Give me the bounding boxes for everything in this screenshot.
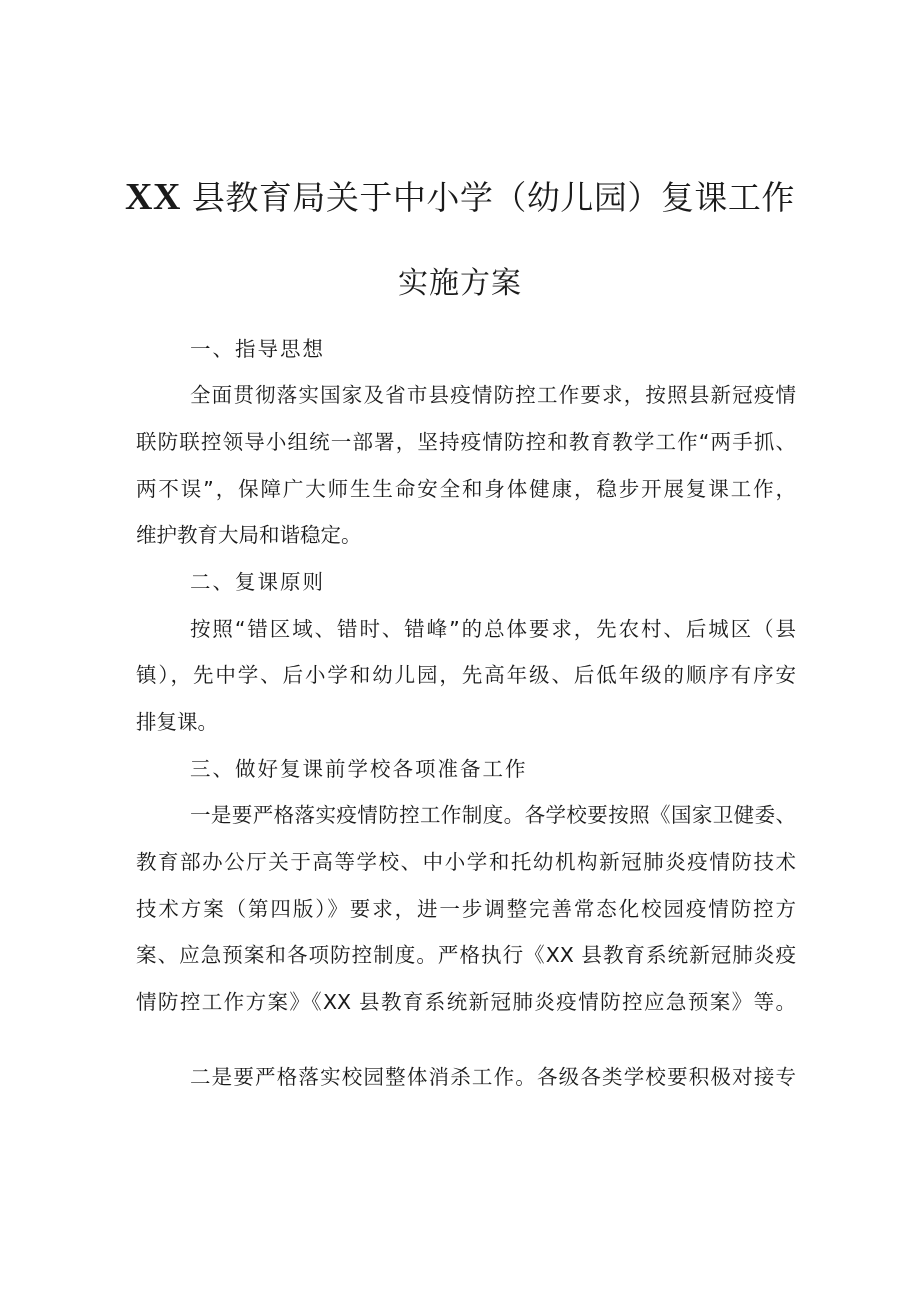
paragraph-line: 两不误”，保障广大师生生命安全和身体健康，稳步开展复课工作， bbox=[136, 477, 796, 501]
paragraph-line: 镇），先中学、后小学和幼儿园，先高年级、后低年级的顺序有序安 bbox=[136, 663, 796, 687]
document-title-line-2: 实施方案 bbox=[398, 266, 522, 301]
section-heading-principles: 二、复课原则 bbox=[190, 570, 325, 594]
paragraph-line: 情防控工作方案》《XX 县教育系统新冠肺炎疫情防控应急预案》等。 bbox=[136, 990, 796, 1014]
paragraph-line: 技术方案（第四版）》要求，进一步调整完善常态化校园疫情防控方 bbox=[136, 897, 796, 921]
title-prefix: XX bbox=[125, 176, 181, 218]
paragraph-line: 二是要严格落实校园整体消杀工作。各级各类学校要积极对接专 bbox=[190, 1065, 796, 1089]
title-line-1-text: 县教育局关于中小学（幼儿园）复课工作 bbox=[180, 178, 795, 217]
paragraph-line: 案、应急预案和各项防控制度。严格执行《XX 县教育系统新冠肺炎疫 bbox=[136, 943, 796, 967]
paragraph-line: 一是要严格落实疫情防控工作制度。各学校要按照《国家卫健委、 bbox=[190, 803, 796, 827]
section-heading-guiding-thought: 一、指导思想 bbox=[190, 337, 325, 361]
paragraph-line: 教育部办公厅关于高等学校、中小学和托幼机构新冠肺炎疫情防技术 bbox=[136, 850, 796, 874]
paragraph-line: 按照“错区域、错时、错峰”的总体要求，先农村、后城区（县 bbox=[190, 617, 796, 641]
section-heading-preparation: 三、做好复课前学校各项准备工作 bbox=[190, 757, 528, 781]
paragraph-line: 维护教育大局和谐稳定。 bbox=[136, 523, 362, 547]
paragraph-line: 全面贯彻落实国家及省市县疫情防控工作要求，按照县新冠疫情 bbox=[190, 383, 796, 407]
paragraph-line: 排复课。 bbox=[136, 710, 218, 734]
paragraph-line: 联防联控领导小组统一部署，坚持疫情防控和教育教学工作“两手抓、 bbox=[136, 430, 796, 454]
document-title-line-1 bbox=[0, 172, 920, 219]
